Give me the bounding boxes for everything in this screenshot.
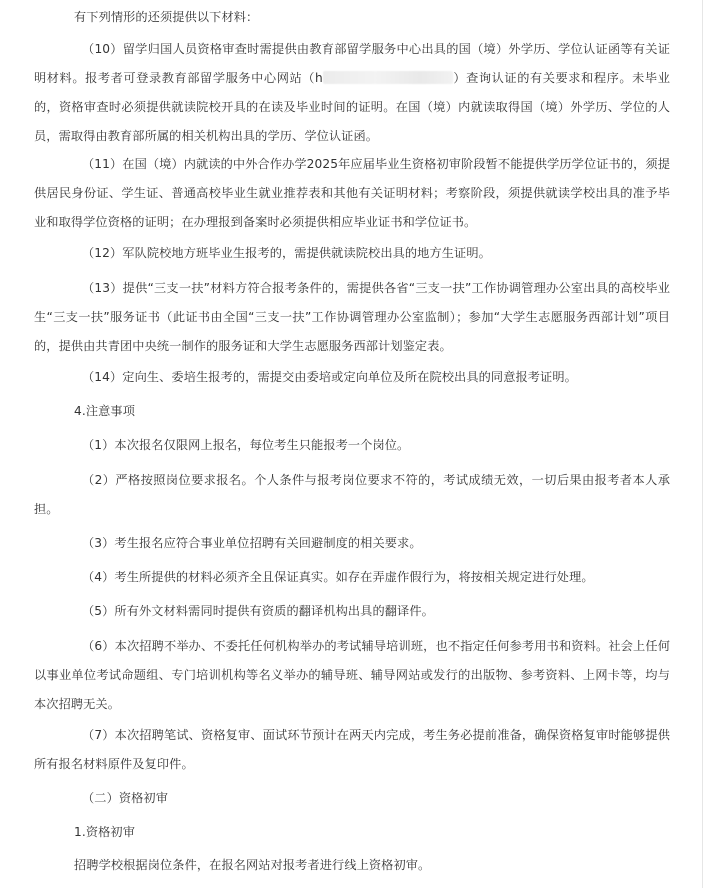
note-6-paragraph: （6）本次招聘不举办、不委托任何机构举办的考试辅导培训班，也不指定任何参考用书和资料。社会上任何以事业单位考试命题组、专门培训机构等名义举办的辅导班、辅导网站或发行的出版物、参考资料、上网卡等，均与本次招聘无关。 [34, 639, 670, 711]
note-3-paragraph: （3）考生报名应符合事业单位招聘有关回避制度的相关要求。 [82, 536, 422, 550]
note-4-paragraph: （4）考生所提供的材料必须齐全且保证真实。如存在弄虚作假行为，将按相关规定进行处理。 [82, 570, 594, 584]
note-7-paragraph: （7）本次招聘笔试、资格复审、面试环节预计在两天内完成，考生务必提前准备，确保资格复审时能够提供所有报名材料原件及复印件。 [34, 728, 670, 771]
item-12-paragraph: （12）军队院校地方班毕业生报考的，需提供就读院校出具的地方生证明。 [82, 246, 491, 260]
redacted-url [323, 71, 453, 84]
note-5-paragraph: （5）所有外文材料需同时提供有资质的翻译机构出具的翻译件。 [82, 604, 434, 618]
section-heading-notes: 4.注意事项 [74, 404, 135, 418]
item-13-paragraph: （13）提供“三支一扶”材料方符合报考条件的，需提供各省“三支一扶”工作协调管理办公室出具的高校毕业生“三支一扶”服务证书（此证书由全国“三支一扶”工作协调管理办公室监制）；参加“大学生志愿服务西部计划”项目的，提供由共青团中央统一制作的服务证和大学生志愿服务西部计划鉴定表。 [34, 281, 670, 353]
final-paragraph: 招聘学校根据岗位条件，在报名网站对报考者进行线上资格初审。 [74, 858, 431, 872]
section-heading-qualification: （二）资格初审 [82, 791, 169, 805]
subsection-heading-initial-review: 1.资格初审 [74, 825, 135, 839]
item-10-text-part2: ）查询认证的有关要求和程序。未毕业的，资格审查时必须提供就读院校开具的在读及毕业时间的证明。在国（境）内就读取得国（境）外学历、学位的人员，需取得由教育部所属的相关机构出具的学历、学位认证函。 [34, 71, 670, 143]
item-10-text-part1: （10）留学归国人员资格审查时需提供由教育部留学服务中心出具的国（境）外学历、学位认证函等有关证明材料。报考者可登录教育部留学服务中心网站（h [34, 42, 670, 85]
note-1-paragraph: （1）本次报名仅限网上报名，每位考生只能报考一个岗位。 [82, 438, 410, 452]
item-11-paragraph: （11）在国（境）内就读的中外合作办学2025年应届毕业生资格初审阶段暂不能提供学历学位证书的，须提供居民身份证、学生证、普通高校毕业生就业推荐表和其他有关证明材料；考察阶段，须提供就读学校出具的准予毕业和取得学位资格的证明；在办理报到备案时必须提供相应毕业证书和学位证书。 [34, 157, 670, 229]
note-2-paragraph: （2）严格按照岗位要求报名。个人条件与报考岗位要求不符的，考试成绩无效，一切后果由报考者本人承担。 [34, 473, 670, 516]
item-10-paragraph [34, 35, 670, 151]
item-14-paragraph: （14）定向生、委培生报考的，需提交由委培或定向单位及所在院校出具的同意报考证明。 [82, 370, 577, 384]
intro-paragraph: 有下列情形的还须提供以下材料： [74, 10, 259, 24]
